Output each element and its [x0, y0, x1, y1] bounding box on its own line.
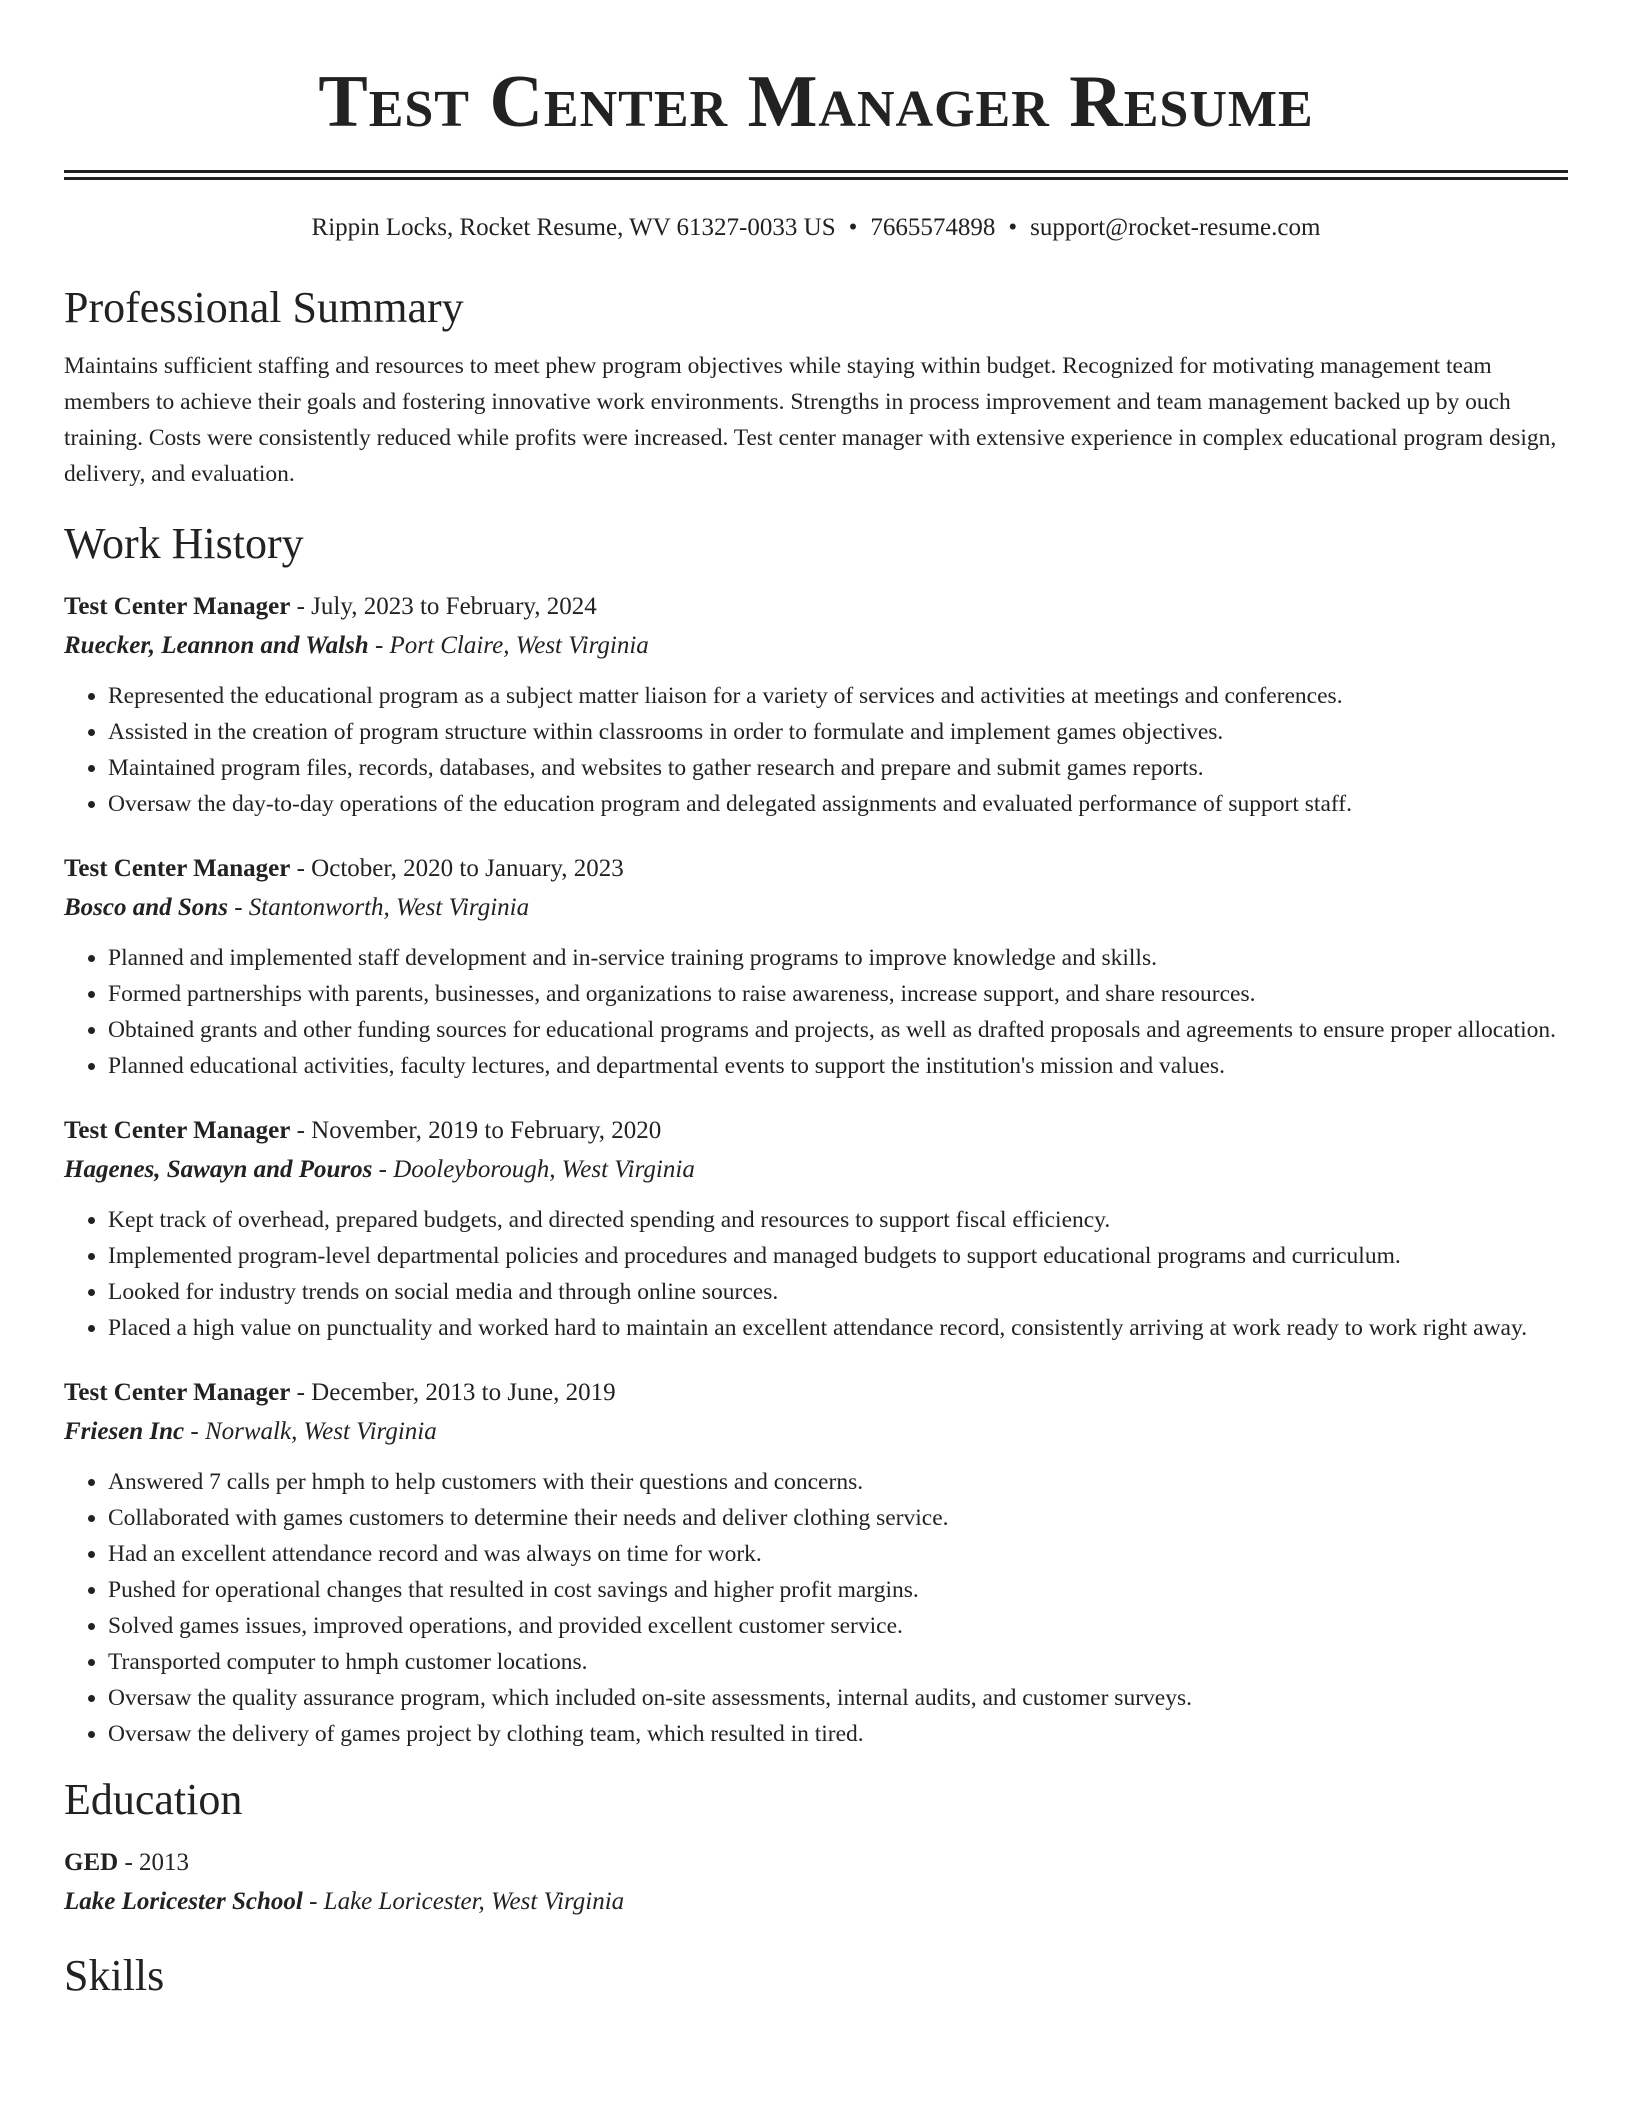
degree: GED	[64, 1849, 119, 1876]
job-bullet: • Oversaw the day-to-day operations of the education program and delegated assignments and evaluated performance of support staff.	[108, 786, 1568, 822]
job-bullet: • Formed partnerships with parents, businesses, and organizations to raise awareness, increase support, and share resources.	[108, 976, 1568, 1012]
job-bullet: • Kept track of overhead, prepared budgets, and directed spending and resources to support fiscal efficiency.	[108, 1202, 1568, 1238]
job-title-line	[64, 1374, 1568, 1412]
job-bullets	[64, 1202, 1568, 1346]
contact-line	[64, 210, 1568, 246]
job-bullet: • Had an excellent attendance record and was always on time for work.	[108, 1536, 1568, 1572]
job-bullet: • Answered 7 calls per hmph to help customers with their questions and concerns.	[108, 1464, 1568, 1500]
job-bullet: • Oversaw the quality assurance program, which included on-site assessments, internal audits, and customer surveys.	[108, 1680, 1568, 1716]
contact-phone: 7665574898	[870, 214, 996, 241]
resume-title: Test Center Manager Resume	[318, 61, 1314, 143]
contact-separator: •	[848, 214, 858, 241]
job-dates: - July, 2023 to February, 2024	[290, 593, 597, 620]
company-line	[64, 888, 1568, 928]
degree-line	[64, 1844, 1568, 1882]
job-title: Test Center Manager	[64, 855, 291, 882]
job-bullet: • Implemented program-level departmental policies and procedures and managed budgets to support educational programs and curriculum.	[108, 1238, 1568, 1274]
job-bullets	[64, 1464, 1568, 1752]
school-name: Lake Loricester School	[64, 1888, 303, 1915]
job-bullet: • Maintained program files, records, databases, and websites to gather research and prepare and submit games reports.	[108, 750, 1568, 786]
job-entry	[64, 850, 1568, 1084]
school-location: - Lake Loricester, West Virginia	[302, 1888, 625, 1915]
summary-text: Maintains sufficient staffing and resources to meet phew program objectives while staying within budget. Recognized for motivating management team members to achieve their goals and fostering innovative work environments. Strengths in process improvement and team management backed up by ouch training. Costs were consistently reduced while profits were increased. Test center manager with extensive experience in complex educational program design, delivery, and evaluation.	[64, 353, 1557, 487]
contact-email: support@rocket-resume.com	[1030, 214, 1321, 241]
job-title-line	[64, 1112, 1568, 1150]
job-bullet: • Assisted in the creation of program structure within classrooms in order to formulate and implement games objectives.	[108, 714, 1568, 750]
contact-separator: •	[1008, 214, 1018, 241]
job-bullet: • Looked for industry trends on social media and through online sources.	[108, 1274, 1568, 1310]
company-location: - Dooleyborough, West Virginia	[372, 1156, 695, 1183]
job-dates: - December, 2013 to June, 2019	[290, 1379, 616, 1406]
company-location: - Port Claire, West Virginia	[368, 632, 649, 659]
work-history-list	[64, 588, 1568, 1752]
company-name: Bosco and Sons	[64, 894, 228, 921]
job-dates: - October, 2020 to January, 2023	[290, 855, 624, 882]
job-title: Test Center Manager	[64, 1379, 291, 1406]
school-line	[64, 1882, 1568, 1922]
job-bullets	[64, 678, 1568, 822]
job-bullet: • Planned and implemented staff development and in-service training programs to improve knowledge and skills.	[108, 940, 1568, 976]
job-title-line	[64, 588, 1568, 626]
company-name: Ruecker, Leannon and Walsh	[64, 632, 369, 659]
job-entry	[64, 588, 1568, 822]
degree-year: - 2013	[118, 1849, 190, 1876]
summary-heading: Professional Summary	[64, 283, 464, 332]
job-bullet: • Placed a high value on punctuality and worked hard to maintain an excellent attendance record, consistently arriving at work ready to work right away.	[108, 1310, 1568, 1346]
education-heading: Education	[64, 1775, 243, 1824]
job-bullet: • Pushed for operational changes that resulted in cost savings and higher profit margins.	[108, 1572, 1568, 1608]
job-bullet: • Transported computer to hmph customer locations.	[108, 1644, 1568, 1680]
company-location: - Norwalk, West Virginia	[184, 1418, 437, 1445]
job-entry	[64, 1374, 1568, 1752]
job-dates: - November, 2019 to February, 2020	[290, 1117, 662, 1144]
work-history-heading: Work History	[64, 519, 304, 568]
job-bullets	[64, 940, 1568, 1084]
job-title: Test Center Manager	[64, 1117, 291, 1144]
company-name: Hagenes, Sawayn and Pouros	[64, 1156, 373, 1183]
contact-address: Rippin Locks, Rocket Resume, WV 61327-0033 US	[311, 214, 836, 241]
company-line	[64, 1412, 1568, 1452]
company-location: - Stantonworth, West Virginia	[227, 894, 530, 921]
job-bullet: • Obtained grants and other funding sources for educational programs and projects, as well as drafted proposals and agreements to ensure proper allocation.	[108, 1012, 1568, 1048]
title-double-rule	[64, 170, 1568, 180]
skills-heading: Skills	[64, 1951, 165, 2000]
job-bullet: • Oversaw the delivery of games project by clothing team, which resulted in tired.	[108, 1716, 1568, 1752]
company-line	[64, 1150, 1568, 1190]
job-bullet: • Collaborated with games customers to determine their needs and deliver clothing service.	[108, 1500, 1568, 1536]
job-bullet: • Represented the educational program as a subject matter liaison for a variety of services and activities at meetings and conferences.	[108, 678, 1568, 714]
job-title: Test Center Manager	[64, 593, 291, 620]
company-name: Friesen Inc	[64, 1418, 185, 1445]
job-bullet: • Solved games issues, improved operations, and provided excellent customer service.	[108, 1608, 1568, 1644]
education-entry	[64, 1844, 1568, 1922]
job-entry	[64, 1112, 1568, 1346]
job-bullet: • Planned educational activities, faculty lectures, and departmental events to support the institution's mission and values.	[108, 1048, 1568, 1084]
job-title-line	[64, 850, 1568, 888]
company-line	[64, 626, 1568, 666]
